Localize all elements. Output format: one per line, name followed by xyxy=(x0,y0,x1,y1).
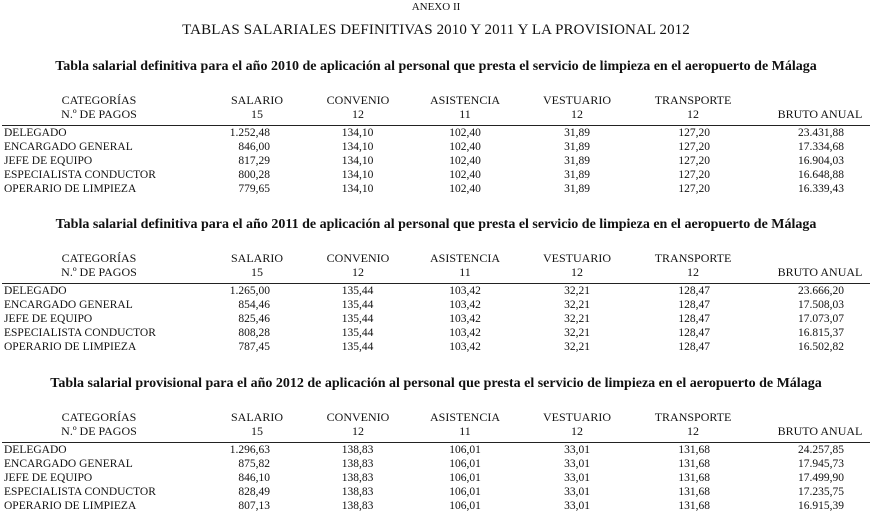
attendance-cell: 106,01 xyxy=(449,486,481,498)
salary-cell: 854,46 xyxy=(238,299,270,311)
category-cell: DELEGADO xyxy=(4,444,67,456)
attendance-cell: 103,42 xyxy=(449,285,481,297)
salary-cell: 825,46 xyxy=(238,313,270,325)
header-attendance: ASISTENCIA 11 xyxy=(429,251,500,279)
transport-cell: 131,68 xyxy=(678,458,710,470)
header-attendance: ASISTENCIA 11 xyxy=(429,93,500,121)
gross-cell: 16.339,43 xyxy=(798,183,844,195)
salary-cell: 846,00 xyxy=(238,141,270,153)
clothing-cell: 31,89 xyxy=(564,141,590,153)
header-transport: TRANSPORTE 12 xyxy=(654,410,732,438)
salary-cell: 846,10 xyxy=(238,472,270,484)
table-row xyxy=(0,340,872,354)
header-agreement: CONVENIO 12 xyxy=(326,93,390,121)
category-cell: ESPECIALISTA CONDUCTOR xyxy=(4,486,156,498)
table-row xyxy=(0,485,872,499)
table-row xyxy=(0,499,872,513)
salary-cell: 875,82 xyxy=(238,458,270,470)
clothing-cell: 32,21 xyxy=(564,327,590,339)
gross-cell: 17.508,03 xyxy=(798,299,844,311)
transport-cell: 128,47 xyxy=(678,299,710,311)
attendance-cell: 103,42 xyxy=(449,313,481,325)
category-cell: OPERARIO DE LIMPIEZA xyxy=(4,341,137,353)
document-title: TABLAS SALARIALES DEFINITIVAS 2010 Y 2011 Y LA PROVISIONAL 2012 xyxy=(182,22,690,38)
attendance-cell: 103,42 xyxy=(449,341,481,353)
clothing-cell: 31,89 xyxy=(564,183,590,195)
header-clothing: VESTUARIO 12 xyxy=(543,410,611,438)
attendance-cell: 102,40 xyxy=(449,155,481,167)
gross-cell: 17.334,68 xyxy=(798,141,844,153)
header-gross: BRUTO ANUAL xyxy=(777,107,863,121)
clothing-cell: 33,01 xyxy=(564,500,590,512)
transport-cell: 131,68 xyxy=(678,444,710,456)
header-salary: SALARIO 15 xyxy=(230,410,283,438)
table-row xyxy=(0,312,872,326)
agreement-cell: 138,83 xyxy=(341,472,374,484)
gross-cell: 16.915,39 xyxy=(798,500,844,512)
table-row xyxy=(0,471,872,485)
header-clothing: VESTUARIO 12 xyxy=(543,93,611,121)
agreement-cell: 138,83 xyxy=(341,458,374,470)
salary-cell: 779,65 xyxy=(238,183,270,195)
clothing-cell: 31,89 xyxy=(564,169,590,181)
clothing-cell: 32,21 xyxy=(564,285,590,297)
agreement-cell: 134,10 xyxy=(341,127,374,139)
attendance-cell: 103,42 xyxy=(449,327,481,339)
attendance-cell: 106,01 xyxy=(449,472,481,484)
category-cell: ENCARGADO GENERAL xyxy=(4,299,133,311)
header-agreement: CONVENIO 12 xyxy=(326,251,390,279)
attendance-cell: 102,40 xyxy=(449,169,481,181)
transport-cell: 128,47 xyxy=(678,341,710,353)
attendance-cell: 106,01 xyxy=(449,500,481,512)
table-row xyxy=(0,298,872,312)
gross-cell: 16.648,88 xyxy=(798,169,844,181)
salary-cell: 1.252,48 xyxy=(229,127,270,139)
header-transport: TRANSPORTE 12 xyxy=(654,251,732,279)
table-row xyxy=(0,168,872,182)
category-cell: OPERARIO DE LIMPIEZA xyxy=(4,500,137,512)
transport-cell: 131,68 xyxy=(678,472,710,484)
agreement-cell: 135,44 xyxy=(341,341,374,353)
header-clothing: VESTUARIO 12 xyxy=(543,251,611,279)
table-row xyxy=(0,140,872,154)
table-title: Tabla salarial definitiva para el año 2010 de aplicación al personal que presta el servicio de limpieza en el aeropuerto de Málaga xyxy=(55,59,817,74)
table-row xyxy=(0,443,872,457)
attendance-cell: 103,42 xyxy=(449,299,481,311)
header-gross: BRUTO ANUAL xyxy=(777,424,863,438)
category-cell: JEFE DE EQUIPO xyxy=(4,313,93,325)
header-transport: TRANSPORTE 12 xyxy=(654,93,732,121)
transport-cell: 127,20 xyxy=(678,155,710,167)
agreement-cell: 135,44 xyxy=(341,299,374,311)
clothing-cell: 32,21 xyxy=(564,299,590,311)
table-row xyxy=(0,284,872,298)
header-categories: CATEGORÍAS N.º DE PAGOS xyxy=(61,410,137,438)
attendance-cell: 102,40 xyxy=(449,183,481,195)
header-salary: SALARIO 15 xyxy=(230,251,283,279)
agreement-cell: 138,83 xyxy=(341,444,374,456)
salary-cell: 1.296,63 xyxy=(229,444,270,456)
header-gross: BRUTO ANUAL xyxy=(777,265,863,279)
gross-cell: 16.502,82 xyxy=(798,341,844,353)
gross-cell: 23.431,88 xyxy=(798,127,844,139)
category-cell: ESPECIALISTA CONDUCTOR xyxy=(4,169,156,181)
category-cell: JEFE DE EQUIPO xyxy=(4,155,93,167)
attendance-cell: 102,40 xyxy=(449,127,481,139)
gross-cell: 17.499,90 xyxy=(798,472,844,484)
salary-cell: 828,49 xyxy=(238,486,270,498)
agreement-cell: 138,83 xyxy=(341,500,374,512)
agreement-cell: 135,44 xyxy=(341,285,374,297)
gross-cell: 23.666,20 xyxy=(798,285,844,297)
category-cell: ENCARGADO GENERAL xyxy=(4,458,133,470)
table-row xyxy=(0,154,872,168)
gross-cell: 17.235,75 xyxy=(798,486,844,498)
attendance-cell: 106,01 xyxy=(449,458,481,470)
header-categories: CATEGORÍAS N.º DE PAGOS xyxy=(61,251,137,279)
gross-cell: 17.945,73 xyxy=(798,458,844,470)
annex-label: ANEXO II xyxy=(411,1,461,13)
attendance-cell: 102,40 xyxy=(449,141,481,153)
clothing-cell: 33,01 xyxy=(564,472,590,484)
agreement-cell: 135,44 xyxy=(341,313,374,325)
transport-cell: 127,20 xyxy=(678,169,710,181)
header-attendance: ASISTENCIA 11 xyxy=(429,410,500,438)
category-cell: DELEGADO xyxy=(4,127,67,139)
clothing-cell: 32,21 xyxy=(564,341,590,353)
clothing-cell: 33,01 xyxy=(564,458,590,470)
salary-cell: 817,29 xyxy=(238,155,270,167)
agreement-cell: 135,44 xyxy=(341,327,374,339)
transport-cell: 127,20 xyxy=(678,141,710,153)
category-cell: OPERARIO DE LIMPIEZA xyxy=(4,183,137,195)
clothing-cell: 31,89 xyxy=(564,127,590,139)
agreement-cell: 134,10 xyxy=(341,155,374,167)
category-cell: JEFE DE EQUIPO xyxy=(4,472,93,484)
agreement-cell: 134,10 xyxy=(341,183,374,195)
table-title: Tabla salarial definitiva para el año 2011 de aplicación al personal que presta el servicio de limpieza en el aeropuerto de Málaga xyxy=(55,217,817,232)
table-row xyxy=(0,457,872,471)
salary-cell: 800,28 xyxy=(238,169,270,181)
table-row xyxy=(0,126,872,140)
transport-cell: 128,47 xyxy=(678,327,710,339)
transport-cell: 128,47 xyxy=(678,313,710,325)
transport-cell: 128,47 xyxy=(678,285,710,297)
agreement-cell: 134,10 xyxy=(341,169,374,181)
gross-cell: 17.073,07 xyxy=(798,313,844,325)
table-row xyxy=(0,326,872,340)
clothing-cell: 33,01 xyxy=(564,444,590,456)
transport-cell: 131,68 xyxy=(678,486,710,498)
salary-cell: 787,45 xyxy=(238,341,270,353)
clothing-cell: 33,01 xyxy=(564,486,590,498)
transport-cell: 127,20 xyxy=(678,183,710,195)
salary-cell: 1.265,00 xyxy=(229,285,270,297)
category-cell: ESPECIALISTA CONDUCTOR xyxy=(4,327,156,339)
clothing-cell: 31,89 xyxy=(564,155,590,167)
table-title: Tabla salarial provisional para el año 2012 de aplicación al personal que presta el servicio de limpieza en el aeropuerto de Málaga xyxy=(50,376,822,391)
attendance-cell: 106,01 xyxy=(449,444,481,456)
category-cell: ENCARGADO GENERAL xyxy=(4,141,133,153)
header-salary: SALARIO 15 xyxy=(230,93,283,121)
agreement-cell: 138,83 xyxy=(341,486,374,498)
clothing-cell: 32,21 xyxy=(564,313,590,325)
salary-cell: 808,28 xyxy=(238,327,270,339)
header-agreement: CONVENIO 12 xyxy=(326,410,390,438)
gross-cell: 16.904,03 xyxy=(798,155,844,167)
table-row xyxy=(0,182,872,196)
gross-cell: 24.257,85 xyxy=(798,444,844,456)
salary-cell: 807,13 xyxy=(238,500,270,512)
transport-cell: 127,20 xyxy=(678,127,710,139)
gross-cell: 16.815,37 xyxy=(798,327,844,339)
header-categories: CATEGORÍAS N.º DE PAGOS xyxy=(61,93,137,121)
transport-cell: 131,68 xyxy=(678,500,710,512)
agreement-cell: 134,10 xyxy=(341,141,374,153)
category-cell: DELEGADO xyxy=(4,285,67,297)
